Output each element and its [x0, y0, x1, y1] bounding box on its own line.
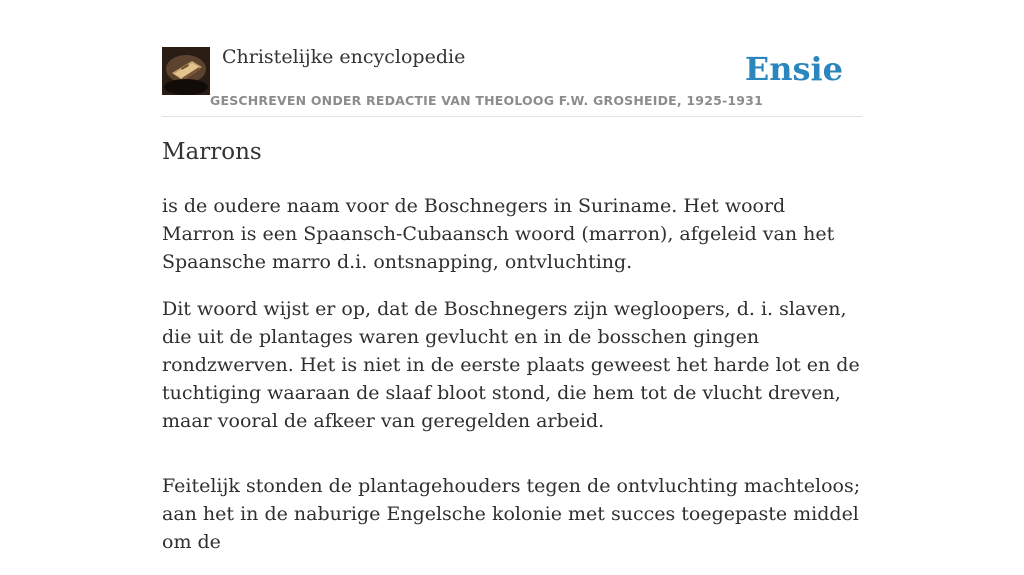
- brand-logo-link[interactable]: Ensie: [744, 50, 843, 88]
- paragraph: Feitelijk stonden de plantagehouders tegen de ontvluchting machteloos; aan het in de naburige Engelsche kolonie met succes toegepaste middel om de: [162, 475, 861, 553]
- paragraph: Dit woord wijst er op, dat de Boschnegers zijn wegloopers, d. i. slaven, die uit de plantages waren gevlucht en in de bosschen gingen rondzwerven. Het is niet in de eerste plaats geweest het harde lot en de tuchtiging waaraan de slaaf bloot stond, die hem tot de vlucht dreven, maar vooral de afkeer van geregelden arbeid.: [162, 298, 860, 432]
- paragraph: is de oudere naam voor de Boschnegers in Suriname. Het woord Marron is een Spaansch-Cubaansch woord (marron), afgeleid van het Spaansche marro d.i. ontsnapping, ontvluchting.: [162, 195, 835, 273]
- book-cover-icon: [162, 47, 210, 95]
- avatar[interactable]: [162, 47, 210, 95]
- header: [162, 46, 862, 117]
- article-title: Marrons: [162, 139, 262, 165]
- book-title[interactable]: Christelijke encyclopedie: [222, 46, 466, 68]
- book-subtitle: GESCHREVEN ONDER REDACTIE VAN THEOLOOG F.W. GROSHEIDE, 1925-1931: [210, 93, 763, 108]
- article-body: [162, 192, 862, 575]
